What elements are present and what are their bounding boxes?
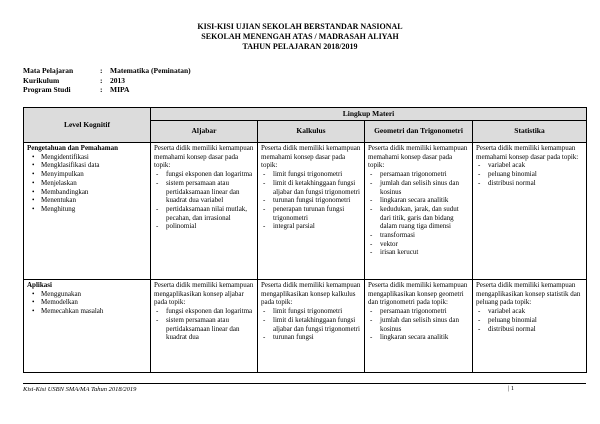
content-cell-statistika: [473, 280, 587, 373]
topic-list: [154, 307, 254, 342]
meta-value: 2013: [110, 75, 125, 85]
content-cell-geometri: [365, 143, 473, 280]
level-title: Aplikasi: [27, 281, 52, 289]
list-item: - turunan fungsi: [261, 333, 361, 342]
footer-divider: [23, 383, 586, 384]
list-item: • Memecahkan masalah: [27, 307, 147, 316]
list-item: • Menggunakan: [27, 290, 147, 299]
list-item: - variabel acak: [476, 161, 583, 170]
level-header: Level Kognitif: [24, 108, 151, 143]
list-item: - distribusi normal: [476, 179, 583, 188]
meta-label: Kurikulum: [23, 75, 60, 85]
list-item: - limit di ketakhinggaan fungsi aljabar dan fungsi trigonometri: [261, 179, 361, 196]
list-item: - persamaan trigonometri: [368, 170, 469, 179]
cell-intro: Peserta didik memiliki kemampuan memahami konsep dasar pada topik:: [154, 144, 254, 170]
level-cell: [24, 143, 151, 280]
page-number: | 1: [508, 385, 515, 392]
content-cell-kalkulus: [258, 280, 365, 373]
cell-intro: Peserta didik memiliki kemampuan memahami konsep dasar pada topik:: [368, 144, 468, 170]
list-item: - limit fungsi trigonometri: [261, 307, 361, 316]
list-item: - penerapan turunan fungsi trigonometri: [261, 205, 361, 222]
meta-value: Matematika (Peminatan): [110, 66, 191, 75]
list-item: - distribusi normal: [476, 325, 583, 334]
cell-intro: Peserta didik memiliki kemampuan mengaplikasikan konsep statistik dan peluang pada topik:: [476, 281, 581, 307]
list-item: • Mengidentifikasi: [27, 153, 147, 162]
meta-row: Program Studi : MIPA: [23, 85, 130, 94]
list-item: - fungsi eksponen dan logaritma: [154, 170, 254, 179]
list-item: - peluang binomial: [476, 170, 583, 179]
list-item: - lingkaran secara analitik: [368, 196, 469, 205]
topic-list: [154, 170, 254, 231]
meta-row: Kurikulum : 2013: [23, 75, 125, 85]
topic-list: [261, 307, 361, 342]
topic-list: [476, 161, 583, 187]
list-item: - polinomial: [154, 222, 254, 231]
list-item: - jumlah dan selisih sinus dan kosinus: [368, 179, 469, 196]
list-item: • Menghitung: [27, 205, 147, 214]
meta-label: Mata Pelajaran: [23, 66, 74, 75]
list-item: • Menentukan: [27, 196, 147, 205]
column-header-statistika: Statistika: [473, 121, 587, 143]
list-item: - fungsi eksponen dan logaritma: [154, 307, 254, 316]
list-item: - persamaan trigonometri: [368, 307, 469, 316]
kisi-kisi-table: [23, 107, 587, 373]
doc-title-line-1: KISI-KISI UJIAN SEKOLAH BERSTANDAR NASIONAL: [197, 22, 403, 31]
scope-header: Lingkup Materi: [151, 108, 587, 121]
table-row: [24, 143, 587, 280]
level-list: [27, 290, 147, 316]
list-item: - sistem persamaan atau pertidaksamaan linear dan kuadrat dua: [154, 316, 254, 342]
list-item: • Membandingkan: [27, 188, 147, 197]
cell-intro: Peserta didik memiliki kemampuan mengaplikasikan konsep geometri dan trigonometri pada topik:: [368, 281, 468, 307]
list-item: • Menyimpulkan: [27, 170, 147, 179]
list-item: • Memodelkan: [27, 298, 147, 307]
cell-intro: Peserta didik memiliki kemampuan memahami konsep dasar pada topik:: [476, 144, 579, 161]
doc-title-line-2: SEKOLAH MENENGAH ATAS / MADRASAH ALIYAH: [201, 32, 399, 41]
list-item: - irisan kerucut: [368, 248, 469, 257]
content-cell-statistika: [473, 143, 587, 280]
content-cell-aljabar: [151, 280, 258, 373]
level-list: [27, 153, 147, 214]
list-item: - turunan fungsi trigonometri: [261, 196, 361, 205]
level-title: Pengetahuan dan Pemahaman: [27, 144, 119, 152]
list-item: - lingkaran secara analitik: [368, 333, 469, 342]
list-item: - pertidaksamaan nilai mutlak, pecahan, dan irrasional: [154, 205, 254, 222]
topic-list: [476, 307, 583, 333]
list-item: - limit di ketakhinggaan fungsi aljabar dan fungsi trigonometri: [261, 316, 361, 333]
level-cell: [24, 280, 151, 373]
column-header-geometri: Geometri dan Trigonometri: [365, 121, 473, 143]
topic-list: [261, 170, 361, 231]
topic-list: [368, 170, 469, 257]
list-item: - vektor: [368, 240, 469, 249]
cell-intro: Peserta didik memiliki kemampuan mengaplikasikan konsep aljabar pada topik:: [154, 281, 254, 307]
cell-intro: Peserta didik memiliki kemampuan memahami konsep dasar pada topik:: [261, 144, 361, 170]
list-item: - variabel acak: [476, 307, 583, 316]
list-item: • Mengklasifikasi data: [27, 161, 147, 170]
column-header-aljabar: Aljabar: [151, 121, 258, 143]
doc-title-line-3: TAHUN PELAJARAN 2018/2019: [242, 42, 358, 51]
topic-list: [368, 307, 469, 342]
list-item: - jumlah dan selisih sinus dan kosinus: [368, 316, 469, 333]
list-item: • Menjelaskan: [27, 179, 147, 188]
content-cell-geometri: [365, 280, 473, 373]
footer-text: Kisi-Kisi USBN SMA/MA Tahun 2018/2019: [23, 386, 137, 393]
content-cell-kalkulus: [258, 143, 365, 280]
meta-label: Program Studi: [23, 85, 71, 94]
list-item: - kedudukan, jarak, dan sudut dari titik, garis dan bidang dalam ruang tiga dimensi: [368, 205, 469, 231]
column-header-kalkulus: Kalkulus: [258, 121, 365, 143]
meta-row: Mata Pelajaran : Matematika (Peminatan): [23, 66, 191, 75]
cell-intro: Peserta didik memiliki kemampuan mengaplikasikan konsep kalkulus pada topik:: [261, 281, 361, 307]
content-cell-aljabar: [151, 143, 258, 280]
list-item: - transformasi: [368, 231, 469, 240]
list-item: - peluang binomial: [476, 316, 583, 325]
table-row: [24, 280, 587, 373]
list-item: - sistem persamaan atau pertidaksamaan linear dan kuadrat dua variabel: [154, 179, 254, 205]
list-item: - limit fungsi trigonometri: [261, 170, 361, 179]
meta-value: MIPA: [110, 85, 130, 94]
meta-block: [23, 66, 191, 95]
list-item: - integral parsial: [261, 222, 361, 231]
